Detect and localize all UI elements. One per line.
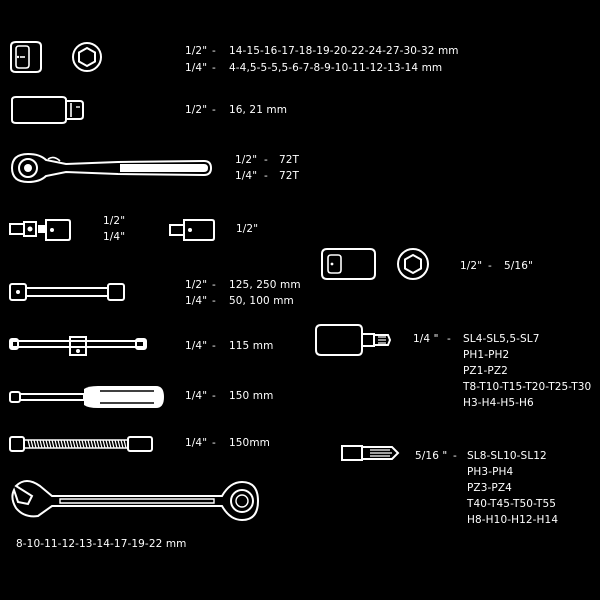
screwdriver-handle-icon — [8, 384, 168, 410]
t-bar-icon — [8, 333, 148, 359]
extension-lengths-quarter: 50, 100 mm — [229, 295, 294, 307]
extension-lengths-half: 125, 250 mm — [229, 279, 301, 291]
bit-list-5-16-phillips: PH3-PH4 — [467, 466, 514, 478]
screwdriver-handle-drive: 1/4" — [185, 390, 208, 402]
deep-socket-drive: 1/2" — [185, 104, 208, 116]
bit-socket-dash: - — [488, 260, 492, 272]
deep-socket-dash: - — [212, 104, 216, 116]
bit-5-16-icon — [340, 443, 402, 463]
adapter-icon — [168, 217, 216, 243]
bit-list-5-16-pozidriv: PZ3-PZ4 — [467, 482, 512, 494]
bit-holder-quarter-dash: - — [447, 333, 451, 345]
ratchet-icon — [8, 150, 213, 186]
socket-sizes-quarter: 4-4,5-5-5,5-6-7-8-9-10-11-12-13-14 mm — [229, 62, 443, 74]
bit-list-5-16-hex: H8-H10-H12-H14 — [467, 514, 559, 526]
screwdriver-handle-dash: - — [212, 390, 216, 402]
ratchet-dash-1: - — [264, 154, 268, 166]
bit-list-quarter-hex: H3-H4-H5-H6 — [463, 397, 534, 409]
bit-list-5-16-torx: T40-T45-T50-T55 — [467, 498, 557, 510]
bits-5-16-dash: - — [453, 450, 457, 462]
bit-socket-end-view-icon — [395, 246, 431, 282]
t-bar-dash: - — [212, 340, 216, 352]
flex-extension-icon — [8, 432, 158, 456]
extension-drive-half: 1/2" — [185, 279, 208, 291]
bit-socket-icon — [318, 246, 378, 282]
socket-dash-2: - — [212, 62, 216, 74]
bit-list-quarter-phillips: PH1-PH2 — [463, 349, 510, 361]
bit-socket-size: 5/16" — [504, 260, 533, 272]
bit-holder-quarter-icon — [312, 322, 392, 358]
socket-dash-1: - — [212, 45, 216, 57]
socket-icon — [8, 40, 64, 74]
universal-joint-icon — [8, 217, 72, 243]
bit-list-5-16-slotted: SL8-SL10-SL12 — [467, 450, 547, 462]
adapter-drive: 1/2" — [236, 223, 259, 235]
socket-sizes-half: 14-15-16-17-18-19-20-22-24-27-30-32 mm — [229, 45, 459, 57]
deep-socket-icon — [10, 95, 86, 125]
ratchet-teeth-quarter: 72T — [279, 170, 300, 182]
bits-5-16-drive: 5/16 " — [415, 450, 448, 462]
bit-socket-drive: 1/2" — [460, 260, 483, 272]
wrench-sizes: 8-10-11-12-13-14-17-19-22 mm — [16, 538, 187, 550]
extension-dash-2: - — [212, 295, 216, 307]
bit-list-quarter-slotted: SL4-SL5,5-SL7 — [463, 333, 540, 345]
flex-extension-length: 150mm — [229, 437, 270, 449]
ratchet-dash-2: - — [264, 170, 268, 182]
bit-holder-quarter-drive: 1/4 " — [413, 333, 439, 345]
socket-drive-quarter: 1/4" — [185, 62, 208, 74]
socket-end-view-icon — [70, 40, 104, 74]
socket-drive-half: 1/2" — [185, 45, 208, 57]
extension-bar-icon — [8, 281, 128, 303]
bit-list-quarter-pozidriv: PZ1-PZ2 — [463, 365, 508, 377]
ratchet-teeth-half: 72T — [279, 154, 300, 166]
combination-wrench-icon — [8, 472, 260, 530]
ratchet-drive-quarter: 1/4" — [235, 170, 258, 182]
extension-dash-1: - — [212, 279, 216, 291]
bit-list-quarter-torx: T8-T10-T15-T20-T25-T30 — [463, 381, 592, 393]
flex-extension-drive: 1/4" — [185, 437, 208, 449]
screwdriver-handle-length: 150 mm — [229, 390, 274, 402]
extension-drive-quarter: 1/4" — [185, 295, 208, 307]
ratchet-drive-half: 1/2" — [235, 154, 258, 166]
flex-extension-dash: - — [212, 437, 216, 449]
deep-socket-sizes: 16, 21 mm — [229, 104, 288, 116]
t-bar-length: 115 mm — [229, 340, 274, 352]
universal-joint-drive-quarter: 1/4" — [103, 231, 126, 243]
t-bar-drive: 1/4" — [185, 340, 208, 352]
universal-joint-drive-half: 1/2" — [103, 215, 126, 227]
